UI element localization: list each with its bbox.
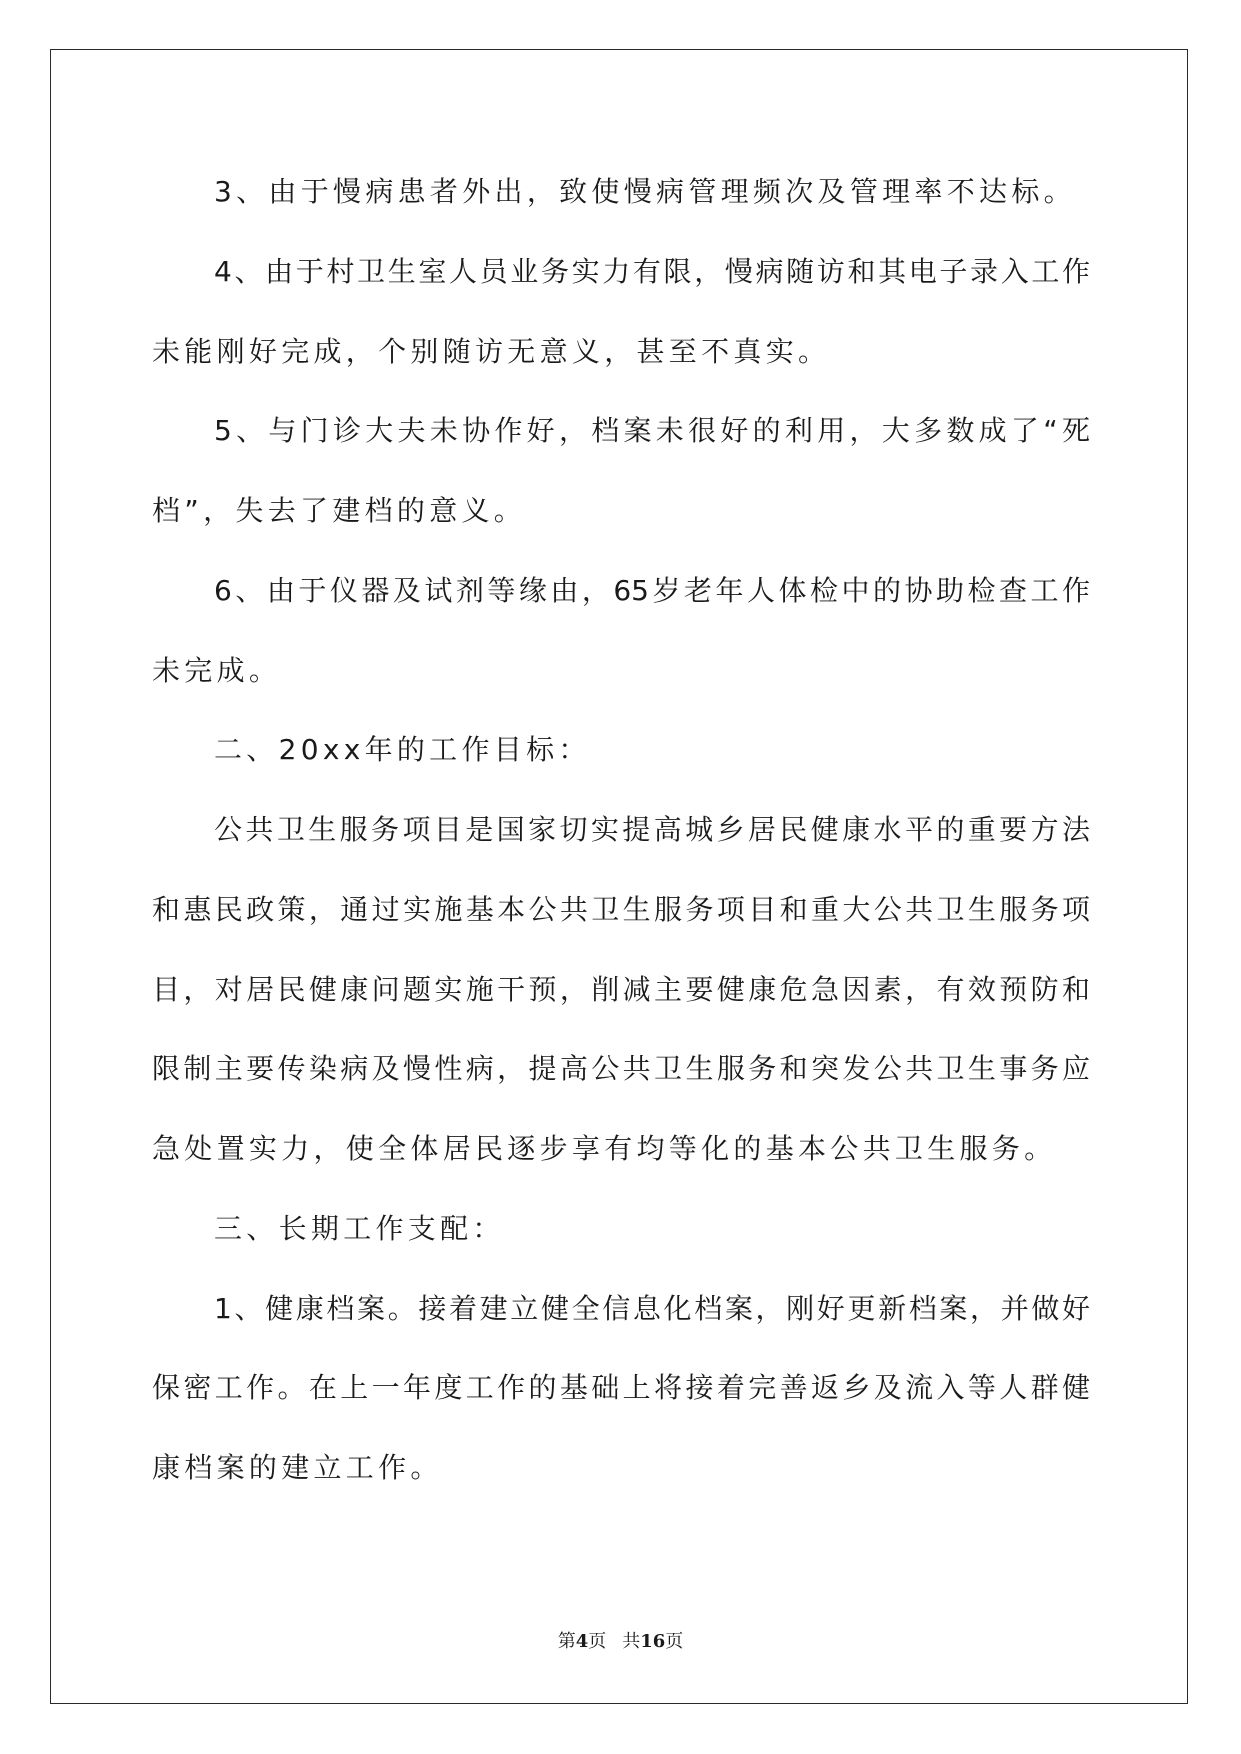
footer-page-unit: 页 xyxy=(588,1631,607,1652)
section-heading: 三、长期工作支配： xyxy=(214,1212,505,1245)
paragraph-line: 4、由于村卫生室人员业务实力有限，慢病随访和其电子录入工作 xyxy=(214,255,1090,288)
paragraph-line: 档”，失去了建档的意义。 xyxy=(152,494,527,527)
paragraph-line: 1、健康档案。接着建立健全信息化档案，刚好更新档案，并做好 xyxy=(214,1292,1090,1325)
paragraph-line: 限制主要传染病及慢性病，提高公共卫生服务和突发公共卫生事务应 xyxy=(152,1052,1090,1085)
paragraph-line: 未完成。 xyxy=(152,654,282,687)
paragraph-line: 3、由于慢病患者外出，致使慢病管理频次及管理率不达标。 xyxy=(214,175,1076,208)
paragraph-line: 和惠民政策，通过实施基本公共卫生服务项目和重大公共卫生服务项 xyxy=(152,893,1090,926)
footer-total-prefix: 共 xyxy=(622,1631,641,1652)
footer-prefix: 第 xyxy=(557,1631,576,1652)
paragraph-line: 康档案的建立工作。 xyxy=(152,1451,443,1484)
footer-total-unit: 页 xyxy=(665,1631,684,1652)
page-footer xyxy=(0,1627,1241,1653)
paragraph-line: 未能刚好完成，个别随访无意义，甚至不真实。 xyxy=(152,335,831,368)
paragraph-line: 公共卫生服务项目是国家切实提高城乡居民健康水平的重要方法 xyxy=(214,813,1090,846)
paragraph-line: 6、由于仪器及试剂等缘由，65岁老年人体检中的协助检查工作 xyxy=(214,574,1090,607)
current-page-number: 4 xyxy=(575,1631,589,1652)
total-pages-number: 16 xyxy=(640,1631,666,1652)
paragraph-line: 保密工作。在上一年度工作的基础上将接着完善返乡及流入等人群健 xyxy=(152,1371,1090,1404)
paragraph-line: 5、与门诊大夫未协作好，档案未很好的利用，大多数成了“死 xyxy=(214,414,1090,447)
section-heading: 二、20xx年的工作目标： xyxy=(214,733,591,766)
paragraph-line: 急处置实力，使全体居民逐步享有均等化的基本公共卫生服务。 xyxy=(152,1132,1057,1165)
paragraph-line: 目，对居民健康问题实施干预，削减主要健康危急因素，有效预防和 xyxy=(152,973,1090,1006)
